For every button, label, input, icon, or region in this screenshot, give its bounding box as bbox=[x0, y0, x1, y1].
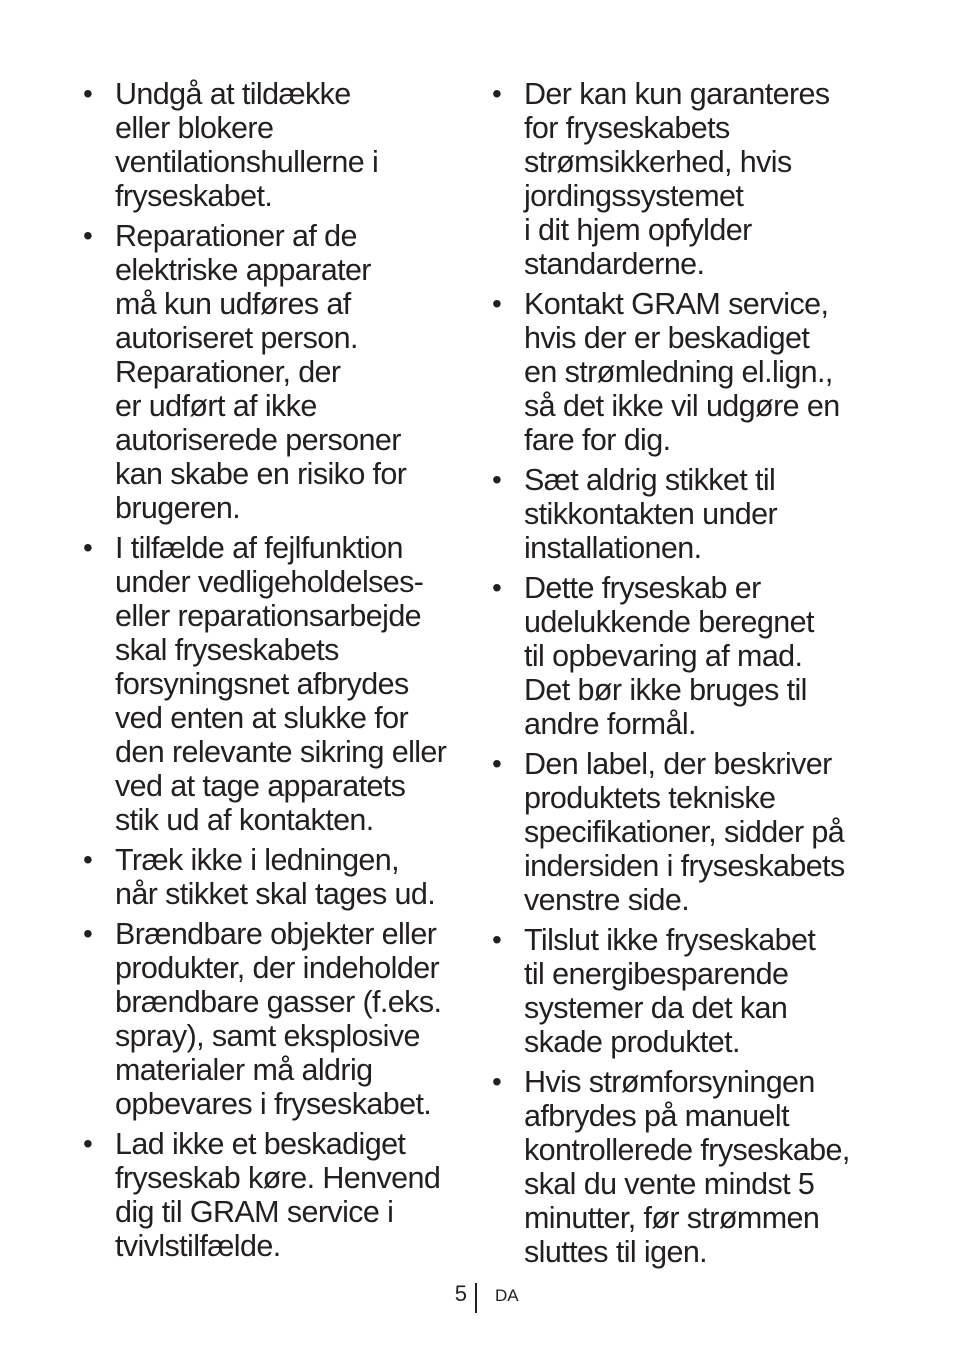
list-item-text: Kontakt GRAM service, hvis der er beskadiget en strømledning el.lign., så det ikke vil udgøre en fare for dig. bbox=[524, 287, 840, 457]
list-item bbox=[82, 843, 474, 911]
list-item bbox=[491, 1065, 883, 1269]
bullet-icon: • bbox=[83, 918, 93, 949]
list-item-text: Træk ikke i ledningen, når stikket skal tages ud. bbox=[115, 843, 436, 911]
list-item-text: Sæt aldrig stikket til stikkontakten under installationen. bbox=[524, 463, 778, 565]
bullet-icon: • bbox=[492, 78, 502, 109]
bullet-icon: • bbox=[492, 288, 502, 319]
page-footer bbox=[0, 1281, 954, 1315]
bullet-icon: • bbox=[83, 844, 93, 875]
list-item bbox=[491, 747, 883, 917]
list-item-text: Der kan kun garanteres for fryseskabets strømsikkerhed, hvis jordingssystemet i dit hjem opfylder standarderne. bbox=[524, 77, 830, 281]
bullet-icon: • bbox=[83, 220, 93, 251]
list-item-text: Lad ikke et beskadiget fryseskab køre. Henvend dig til GRAM service i tvivlstilfælde. bbox=[115, 1127, 441, 1263]
left-column bbox=[82, 77, 474, 1269]
bullet-icon: • bbox=[83, 78, 93, 109]
list-item-text: Dette fryseskab er udelukkende beregnet til opbevaring af mad. Det bør ikke bruges til andre formål. bbox=[524, 571, 814, 741]
list-item-text: Tilslut ikke fryseskabet til energibesparende systemer da det kan skade produktet. bbox=[524, 923, 816, 1059]
list-item-text: Brændbare objekter eller produkter, der indeholder brændbare gasser (f.eks. spray), samt eksplosive materialer må aldrig opbevares i fryseskabet. bbox=[115, 917, 442, 1121]
bullet-icon: • bbox=[492, 572, 502, 603]
bullet-icon: • bbox=[492, 1066, 502, 1097]
bullet-icon: • bbox=[83, 532, 93, 563]
bullet-icon: • bbox=[492, 748, 502, 779]
list-item bbox=[82, 219, 474, 525]
list-item bbox=[82, 77, 474, 213]
list-item-text: Den label, der beskriver produktets tekniske specifikationer, sidder på indersiden i fryseskabets venstre side. bbox=[524, 747, 845, 917]
list-item bbox=[82, 1127, 474, 1263]
footer-divider bbox=[475, 1283, 477, 1313]
list-item-text: Reparationer af de elektriske apparater må kun udføres af autoriseret person. Reparationer, der er udført af ikke autoriserede personer kan skabe en risiko for brugeren. bbox=[115, 219, 407, 525]
list-item bbox=[491, 77, 883, 281]
list-item bbox=[491, 571, 883, 741]
list-item bbox=[491, 287, 883, 457]
bullet-icon: • bbox=[492, 464, 502, 495]
list-item bbox=[491, 463, 883, 565]
language-code: DA bbox=[495, 1286, 519, 1305]
page-number: 5 bbox=[454, 1281, 467, 1306]
right-column bbox=[491, 77, 883, 1275]
list-item bbox=[491, 923, 883, 1059]
list-item-text: Hvis strømforsyningen afbrydes på manuelt kontrollerede fryseskabe, skal du vente mindst 5 minutter, før strømmen sluttes til igen. bbox=[524, 1065, 850, 1269]
bullet-icon: • bbox=[492, 924, 502, 955]
list-item bbox=[82, 917, 474, 1121]
list-item bbox=[82, 531, 474, 837]
list-item-text: I tilfælde af fejlfunktion under vedligeholdelses- eller reparationsarbejde skal fryseskabets forsyningsnet afbrydes ved enten at slukke for den relevante sikring eller ved at tage apparatets stik ud af kontakten. bbox=[115, 531, 447, 837]
list-item-text: Undgå at tildække eller blokere ventilationshullerne i fryseskabet. bbox=[115, 77, 379, 213]
bullet-icon: • bbox=[83, 1128, 93, 1159]
